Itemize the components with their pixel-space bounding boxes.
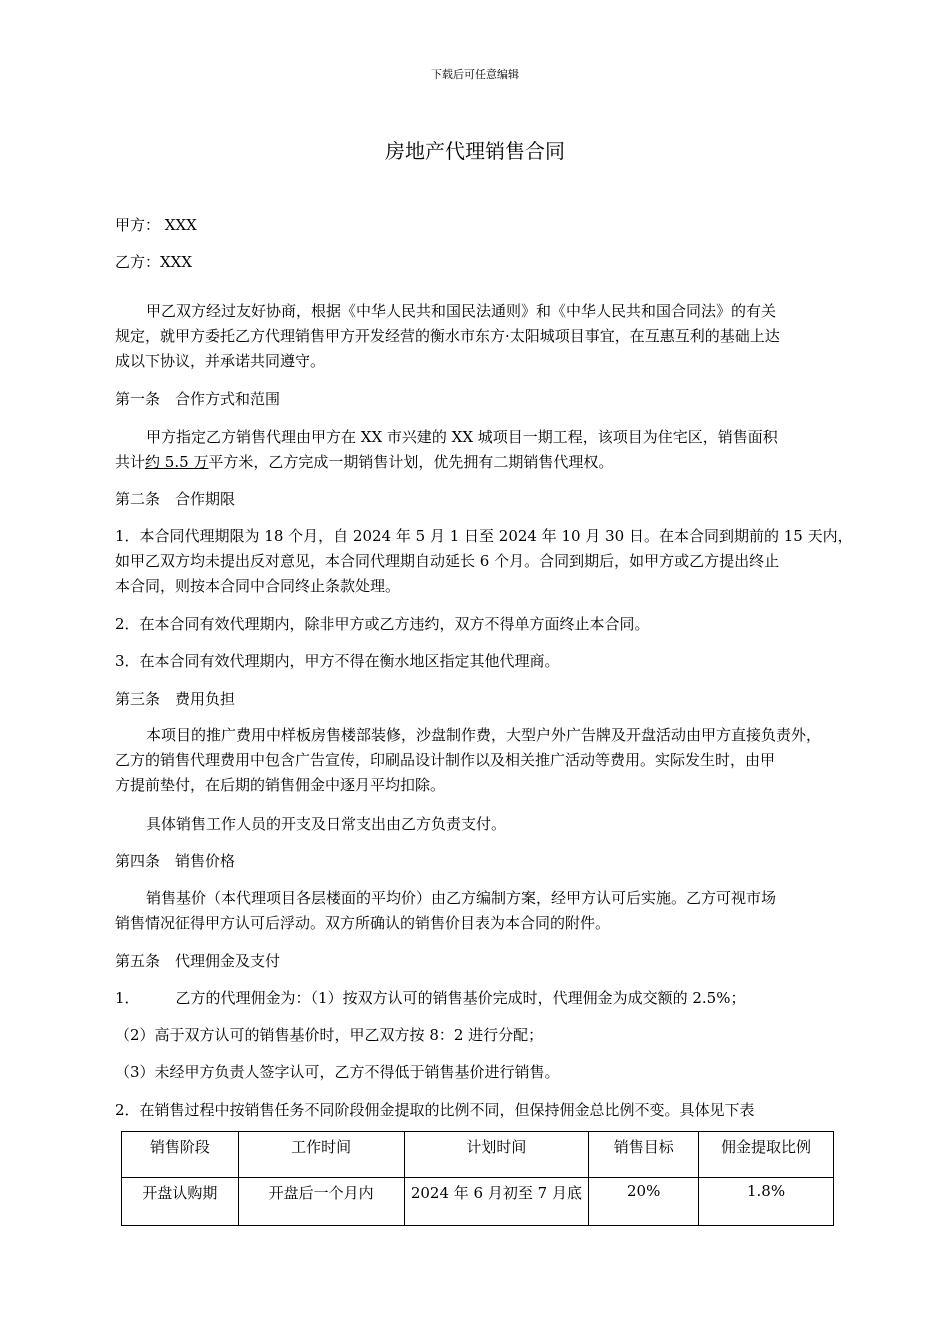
article-4-text: 销售情况征得甲方认可后浮动。双方所确认的销售价目表为本合同的附件。 — [115, 914, 611, 932]
party-b: 乙方：XXX — [115, 253, 193, 271]
table-row — [122, 1178, 834, 1226]
article-5-item-1-b: （2）高于双方认可的销售基价时，甲乙双方按 8：2 进行分配； — [115, 1026, 544, 1044]
article-2-item-1: 本合同，则按本合同中合同终止条款处理。 — [115, 577, 401, 595]
table-header-cell: 计划时间 — [404, 1132, 589, 1178]
item-text: 乙方的代理佣金为：（1）按双方认可的销售基价完成时，代理佣金为成交额的 2.5%； — [175, 989, 746, 1007]
intro-line: 规定，就甲方委托乙方代理销售甲方开发经营的衡水市东方·太阳城项目事宜，在互惠互利的基础上达 — [115, 327, 780, 345]
article-5-item-1 — [115, 987, 745, 1008]
article-2-item-1: 1．本合同代理期限为 18 个月，自 2024 年 5 月 1 日至 2024 年 10 月 30 日。在本合同到期前的 15 天内， — [115, 527, 853, 545]
table-cell: 开盘认购期 — [122, 1178, 239, 1226]
article-5-item-1-c: （3）未经甲方负责人签字认可，乙方不得低于销售基价进行销售。 — [115, 1063, 560, 1081]
article-5-item-2: 2．在销售过程中按销售任务不同阶段佣金提取的比例不同，但保持佣金总比例不变。具体见下表 — [115, 1101, 755, 1119]
intro-line: 甲乙双方经过友好协商，根据《中华人民共和国民法通则》和《中华人民共和国合同法》的有关 — [146, 302, 777, 320]
article-3-text: 乙方的销售代理费用中包含广告宣传，印刷品设计制作以及相关推广活动等费用。实际发生时，由甲 — [115, 751, 776, 769]
intro-line: 成以下协议，并承诺共同遵守。 — [115, 352, 326, 370]
table-cell: 2024 年 6 月初至 7 月底 — [404, 1178, 589, 1226]
item-number: 1． — [115, 989, 140, 1007]
article-2-item-3: 3．在本合同有效代理期内，甲方不得在衡水地区指定其他代理商。 — [115, 652, 560, 670]
article-4-text: 销售基价（本代理项目各层楼面的平均价）由乙方编制方案，经甲方认可后实施。乙方可视市场 — [146, 889, 777, 907]
table-header-row — [122, 1132, 834, 1178]
table-cell: 开盘后一个月内 — [238, 1178, 404, 1226]
page-header: 下载后可任意编辑 — [431, 68, 519, 81]
table-header-cell: 销售阶段 — [122, 1132, 239, 1178]
article-3-text: 本项目的推广费用中样板房售楼部装修，沙盘制作费，大型户外广告牌及开盘活动由甲方直接负责外， — [146, 726, 822, 744]
article-2-item-2: 2．在本合同有效代理期内，除非甲方或乙方违约，双方不得单方面终止本合同。 — [115, 615, 650, 633]
text-segment: 平方米，乙方完成一期销售计划，优先拥有二期销售代理权。 — [208, 453, 614, 471]
table-header-cell: 工作时间 — [238, 1132, 404, 1178]
article-1-text — [115, 451, 613, 472]
party-a: 甲方： XXX — [115, 216, 197, 234]
article-5-heading: 第五条 代理佣金及支付 — [115, 952, 281, 970]
text-segment: 共计 — [115, 453, 146, 471]
underlined-area: 约 5.5 万 — [145, 453, 209, 471]
article-4-heading: 第四条 销售价格 — [115, 852, 236, 870]
table-cell: 20% — [589, 1178, 699, 1226]
document-title: 房地产代理销售合同 — [385, 139, 565, 163]
article-2-heading: 第二条 合作期限 — [115, 490, 236, 508]
article-2-item-1: 如甲乙双方均未提出反对意见，本合同代理期自动延长 6 个月。合同到期后，如甲方或乙方提出终止 — [115, 552, 780, 570]
article-3-heading: 第三条 费用负担 — [115, 690, 236, 708]
table-cell: 1.8% — [699, 1178, 834, 1226]
commission-table — [121, 1131, 834, 1226]
article-1-heading: 第一条 合作方式和范围 — [115, 390, 281, 408]
article-3-text-2: 具体销售工作人员的开支及日常支出由乙方负责支付。 — [146, 815, 507, 833]
table-header-cell: 销售目标 — [589, 1132, 699, 1178]
article-3-text: 方提前垫付，在后期的销售佣金中逐月平均扣除。 — [115, 776, 446, 794]
article-1-text: 甲方指定乙方销售代理由甲方在 XX 市兴建的 XX 城项目一期工程，该项目为住宅区，销售面积 — [146, 428, 778, 446]
table-header-cell: 佣金提取比例 — [699, 1132, 834, 1178]
